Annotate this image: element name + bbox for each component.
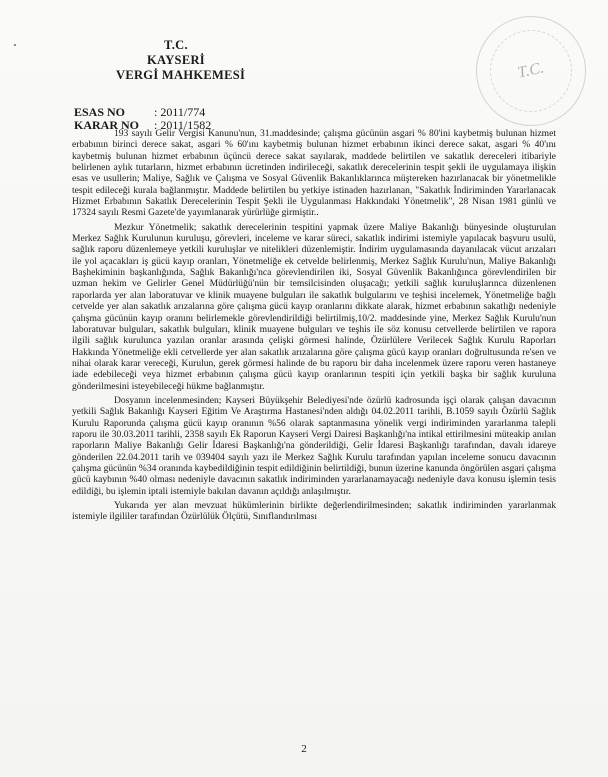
paragraph-evaluation: Yukarıda yer alan mevzuat hükümlerinin birlikte değerlendirilmesinden; sakatlık indiriminden yararlanmak istemiyle ilgililer tarafından Özürlülük Ölçütü, Sınıflandırılması [72,500,556,523]
header-line-city: KAYSERİ [147,53,205,67]
margin-mark [14,44,16,46]
header-line-court: VERGİ MAHKEMESİ [116,68,246,82]
esas-value: : 2011/774 [154,105,206,119]
seal-text: T.C. [516,59,546,82]
page-number: 2 [301,743,307,755]
esas-label: ESAS NO [74,105,126,119]
official-seal-stamp [466,6,596,136]
karar-value: : 2011/1582 [154,118,212,132]
karar-label: KARAR NO [74,118,139,132]
paragraph-law-article: 193 sayılı Gelir Vergisi Kanunu'nun, 31.maddesinde; çalışma gücünün asgari % 80'ini kaybetmiş bulunan hizmet erbabının birinci derece sakat, asgari % 60'ını kaybetmiş bulunan hizmet erbabının ikinci derece sakat, asgari % 40'ını kaybetmiş bulunan hizmet erbabının üçüncü derece sakat sayılarak, maddede belirtilen ve sakatlık dereceleri itibariyle belirlenen aylık tutarların, hizmet erbabının ücretinden indirileceği, sakatlık derecelerinin tespit şekli ile uygulamaya ilişkin esas ve usullerin; Maliye, Sağlık ve Çalışma ve Sosyal Güvenlik Bakanlıklarınca müştereken hazırlanacak bir yönetmelikle tespit edileceği kurala bağlanmıştır. Maddede belirtilen bu yetkiye istinaden hazırlanan, "Sakatlık İndiriminden Yararlanacak Hizmet Erbabının Sakatlık Derecelerinin Tespit Şekli ile Uygulanması Hakkındaki Yönetmelik", 28 Nisan 1981 günlü ve 17324 sayılı Resmi Gazete'de yayımlanarak yürürlüğe girmiştir.. [72,128,556,219]
seal-inner-ring [482,22,579,119]
paragraph-regulation: Mezkur Yönetmelik; sakatlık derecelerinin tespitini yapmak üzere Maliye Bakanlığı bünyesinde oluşturulan Merkez Sağlık Kurulunun kuruluşu, görevleri, inceleme ve karar süreci, sakatlık indirimi istemiyle yapılacak başvuru usulü, sağlık raporu düzenlemeye yetkili kuruluşlar ve nitelikleri düzenlemiştir. İndirim uygulamasında dayanılacak vücut arızaları ile yol açacakları iş gücü kayıp oranları, Yönetmeliğe ek cetvelde belirlenmiş, Merkez Sağlık Kurulu'nun, Maliye Bakanlığı Başhekiminin başkanlığında, Sağlık Bakanlığı'nca görevlendirilen iki, Sosyal Güvenlik Bakanlığınca görevlendirilen bir uzman hekim ve Gelirler Genel Müdürlüğü'nün bir temsilcisinden oluşacağı; yetkili sağlık kuruluşlarınca düzenlenen raporlarda yer alan laboratuvar ve klinik muayene bulguları ile sakatlık bulgularını ve teşhisi incelemek, Yönetmeliğe bağlı cetvelde yer alan sakatlık arızalarına göre çalışma gücü kayıp oranlarını dikkate alarak, hizmet erbabının sakatlığı nedeniyle çalışma gücünün kayıp oranını belirlemekle görevlendirildiği belirtilmiş,10/2. maddesinde yine, Merkez Sağlık Kurulu'nun laboratuvar bulguları, sakatlık bulguları, klinik muayene bulguları ve teşhis ile söz konusu cetvellerde belirtilen ve rapora ilgili sağlık kurulunca yazılan oranlar arasında çelişki görmesi halinde, Özürlülere Verilecek Sağlık Kurulu Raporları Hakkında Yönetmeliğe ekli cetvellerde yer alan sakatlık arızalarına göre çalışma gücü kayıp oranları doğrultusunda re'sen ve nihai olarak karar vereceği, Kurulun, gerek görmesi halinde de bu raporu bir daha incelenmek üzere raporu veren hastaneye iade edebileceği veya hizmet erbabının çalışma gücü kayıp oranlarının tespiti için yetkili başka bir sağlık kuruluna gönderilmesini isteyebileceği hükme bağlanmıştır. [72,221,556,392]
court-header [116,38,246,83]
document-body [72,128,556,526]
header-line-tc: T.C. [164,38,188,52]
paragraph-case-review: Dosyanın incelenmesinden; Kayseri Büyükşehir Belediyesi'nde özürlü kadrosunda işçi olarak çalışan davacının yetkili Sağlık Bakanlığı Kayseri Eğitim Ve Araştırma Hastanesi'nden aldığı 04.02.2011 tarihli, B.1059 sayılı Özürlü Sağlık Kurulu Raporunda çalışma gücü kayıp oranının %56 olarak saptanmasına yönelik vergi indiriminden yararlanma talepli raporu ile 30.03.2011 tarihli, 2358 sayılı Ek Raporun Kayseri Vergi Dairesi Başkanlığı'na intikal ettirilmesini müteakip anılan raporların Maliye Bakanlığı Gelir İdaresi Başkanlığı'na gönderildiği, Gelir İdaresi Başkanlığı tarafından, davalı idareye gönderilen 22.04.2011 tarih ve 039404 sayılı yazı ile Merkez Sağlık Kurulu tarafından yapılan inceleme sonucu davacının çalışma gücünün %34 oranında kaybedildiğinin tespit edildiğinin belirtildiği, bunun üzerine kanunda öngörülen asgari çalışma gücü kaybının %40 olması nedeniyle davacının sakatlık indiriminden yararlanamayacağı nedeniyle dava konusu işlemin tesis edildiği, bu işlemin iptali istemiyle bakılan davanın açıldığı anlaşılmıştır. [72,394,556,497]
